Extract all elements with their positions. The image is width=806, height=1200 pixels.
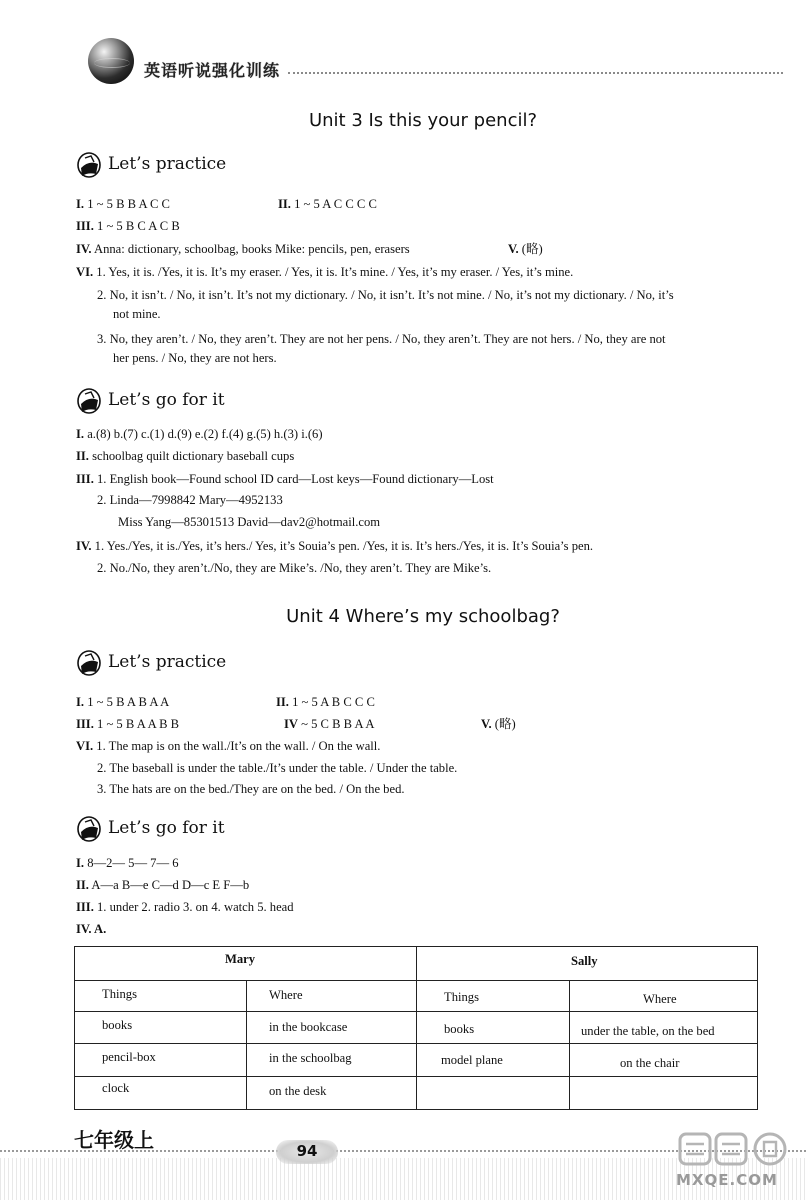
table-cell: books — [102, 1018, 133, 1032]
book-icon — [76, 386, 104, 416]
book-icon — [76, 814, 104, 844]
table-column-header: Things — [102, 987, 137, 1001]
series-title: 英语听说强化训练 — [144, 61, 281, 80]
u4-practice-line-6: VI. 1. The map is on the wall./It’s on the wall. / On the wall. — [76, 739, 381, 753]
u3-goforit-line-1: I. a.(8) b.(7) c.(1) d.(9) e.(2) f.(4) g.(5) h.(3) i.(6) — [76, 427, 323, 441]
table-divider — [75, 1043, 757, 1044]
u4-practice-line-7: 2. The baseball is under the table./It’s under the table. / Under the table. — [97, 761, 458, 775]
table-cell: model plane — [441, 1053, 503, 1067]
header-divider — [288, 72, 783, 74]
unit3-title: Unit 3 Is this your pencil? — [308, 110, 538, 131]
table-cell: on the chair — [620, 1056, 680, 1070]
u3-practice-line-6: VI. 1. Yes, it is. /Yes, it is. It’s my eraser. / Yes, it is. It’s mine. / Yes, it’s my eraser. / Yes, it’s mine. — [76, 265, 574, 279]
things-location-table — [74, 946, 758, 1110]
u3-practice-line-9: 3. No, they aren’t. / No, they aren’t. They are not her pens. / No, they aren’t. They are not hers. / No, they are not — [97, 332, 666, 346]
table-divider — [569, 980, 570, 1109]
u4-practice-line-2: II. 1 ~ 5 A B C C C — [276, 695, 375, 709]
table-divider — [246, 980, 247, 1109]
grade-label: 七年级上 — [74, 1128, 154, 1152]
u4-practice-line-1: I. 1 ~ 5 B A B A A — [76, 695, 170, 709]
globe-icon — [88, 38, 134, 84]
u3-goforit-line-6: IV. 1. Yes./Yes, it is./Yes, it’s hers./ Yes, it’s Souia’s pen. /Yes, it is. It’s hers./Yes, it is. It’s Souia’s pen. — [76, 539, 594, 553]
u3-practice-line-8: not mine. — [113, 307, 161, 321]
u4-practice-line-4: IV ~ 5 C B B A A — [284, 717, 375, 731]
page-header — [88, 38, 788, 88]
section-label: Let’s practice — [108, 154, 227, 174]
u3-goforit-line-5: Miss Yang—85301513 David—dav2@hotmail.com — [118, 515, 381, 529]
u3-practice-line-10: her pens. / No, they are not hers. — [113, 351, 277, 365]
u4-goforit-line-2: II. A—a B—e C—d D—c E F—b — [76, 878, 250, 892]
table-cell: pencil-box — [102, 1050, 156, 1064]
table-cell: under the table, on the bed — [581, 1024, 715, 1038]
table-cell: books — [444, 1022, 475, 1036]
u3-goforit-line-4: 2. Linda—7998842 Mary—4952133 — [97, 493, 283, 507]
table-divider — [75, 1076, 757, 1077]
u3-practice-line-4: IV. Anna: dictionary, schoolbag, books Mike: pencils, pen, erasers — [76, 242, 410, 256]
table-cell: in the bookcase — [269, 1020, 348, 1034]
u3-goforit-line-2: II. schoolbag quilt dictionary baseball cups — [76, 449, 295, 463]
table-column-header: Where — [269, 988, 303, 1002]
u3-practice-line-2: II. 1 ~ 5 A C C C C — [278, 197, 377, 211]
section-label: Let’s go for it — [108, 818, 225, 838]
page-number: 94 — [296, 1142, 318, 1160]
u3-goforit-line-3: III. 1. English book—Found school ID card—Lost keys—Found dictionary—Lost — [76, 472, 494, 486]
watermark-logo-icon — [676, 1128, 800, 1170]
u4-goforit-line-1: I. 8—2— 5— 7— 6 — [76, 856, 179, 870]
table-cell: clock — [102, 1081, 130, 1095]
u3-goforit-line-7: 2. No./No, they aren’t./No, they are Mike’s. /No, they aren’t. They are Mike’s. — [97, 561, 492, 575]
table-divider — [75, 1011, 757, 1012]
watermark-text: MXQE.COM — [676, 1171, 778, 1189]
u3-practice-line-1: I. 1 ~ 5 B B A C C — [76, 197, 170, 211]
table-cell: on the desk — [269, 1084, 327, 1098]
table-column-header: Where — [643, 992, 677, 1006]
table-group-header: Sally — [571, 954, 598, 968]
table-column-header: Things — [444, 990, 479, 1004]
unit4-title: Unit 4 Where’s my schoolbag? — [286, 606, 560, 627]
page-number-badge — [276, 1140, 338, 1164]
table-divider — [75, 980, 757, 981]
book-icon — [76, 648, 104, 678]
section-label: Let’s go for it — [108, 390, 225, 410]
u3-practice-line-5: V. (略) — [508, 242, 543, 256]
table-group-header: Mary — [225, 952, 256, 966]
u4-goforit-line-4: IV. A. — [76, 922, 107, 936]
u4-goforit-line-3: III. 1. under 2. radio 3. on 4. watch 5. head — [76, 900, 294, 914]
book-icon — [76, 150, 104, 180]
u3-practice-line-3: III. 1 ~ 5 B C A C B — [76, 219, 180, 233]
u4-practice-line-8: 3. The hats are on the bed./They are on the bed. / On the bed. — [97, 782, 405, 796]
table-divider — [416, 947, 417, 1109]
u3-practice-line-7: 2. No, it isn’t. / No, it isn’t. It’s not my dictionary. / No, it isn’t. It’s not mine. / No, it’s not my dictionary. / No, it’s — [97, 288, 674, 302]
section-label: Let’s practice — [108, 652, 227, 672]
u4-practice-line-3: III. 1 ~ 5 B A A B B — [76, 717, 180, 731]
table-cell: in the schoolbag — [269, 1051, 352, 1065]
u4-practice-line-5: V. (略) — [481, 717, 516, 731]
